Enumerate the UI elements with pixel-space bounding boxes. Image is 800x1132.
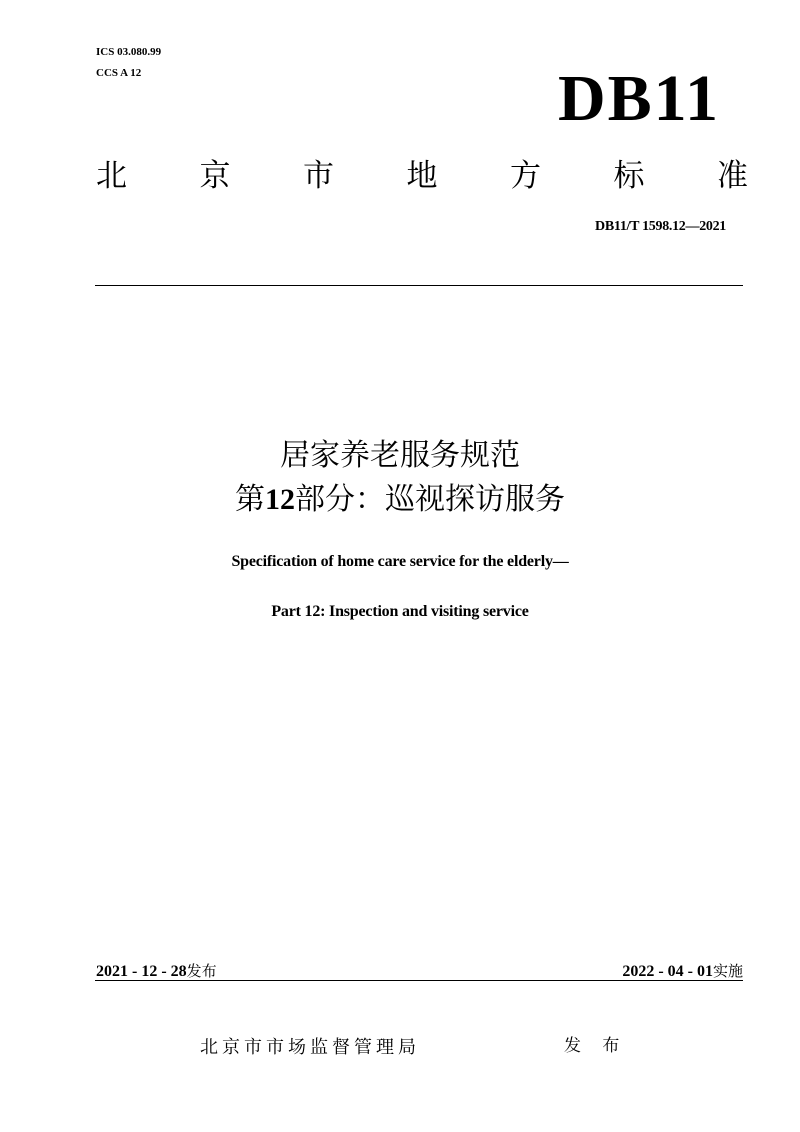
standard-type-char: 方 [510, 158, 541, 194]
title-en-part: Part 12: Inspection and visiting service [271, 603, 529, 620]
title-zh-part-prefix: 第 [235, 482, 265, 517]
standard-type-char: 市 [303, 158, 334, 194]
implement-date: 2022 - 04 - 01 [622, 963, 713, 980]
title-zh-part-number: 12 [265, 483, 295, 516]
standard-number: DB11/T 1598.12—2021 [595, 219, 726, 234]
title-zh-part [0, 480, 800, 520]
standard-type-char: 京 [199, 158, 231, 194]
standard-type-char: 地 [406, 158, 438, 194]
standard-brand: DB11 [557, 62, 720, 135]
issue-label: 发布 [186, 962, 217, 980]
classification-codes [96, 42, 161, 84]
issuing-authority: 北京市市场监督管理局 [200, 1037, 420, 1058]
footer-divider [95, 980, 743, 981]
ccs-code: CCS A 12 [96, 67, 142, 79]
standard-type-title [96, 156, 748, 196]
implement-label: 实施 [712, 962, 743, 980]
standard-type-char: 北 [96, 158, 127, 194]
header-divider [95, 285, 743, 286]
title-zh-part-suffix: 部分：巡视探访服务 [295, 482, 565, 517]
standard-type-char: 标 [613, 158, 645, 194]
ics-code: ICS 03.080.99 [96, 46, 162, 58]
title-zh-main: 居家养老服务规范 [280, 438, 520, 473]
issue-date-line [96, 960, 217, 981]
issuer-action: 发 布 [564, 1036, 628, 1056]
issue-date: 2021 - 12 - 28 [96, 963, 187, 980]
implement-date-line [622, 960, 743, 981]
standard-type-char: 准 [717, 158, 748, 194]
title-en-main: Specification of home care service for the elderly— [231, 553, 569, 570]
